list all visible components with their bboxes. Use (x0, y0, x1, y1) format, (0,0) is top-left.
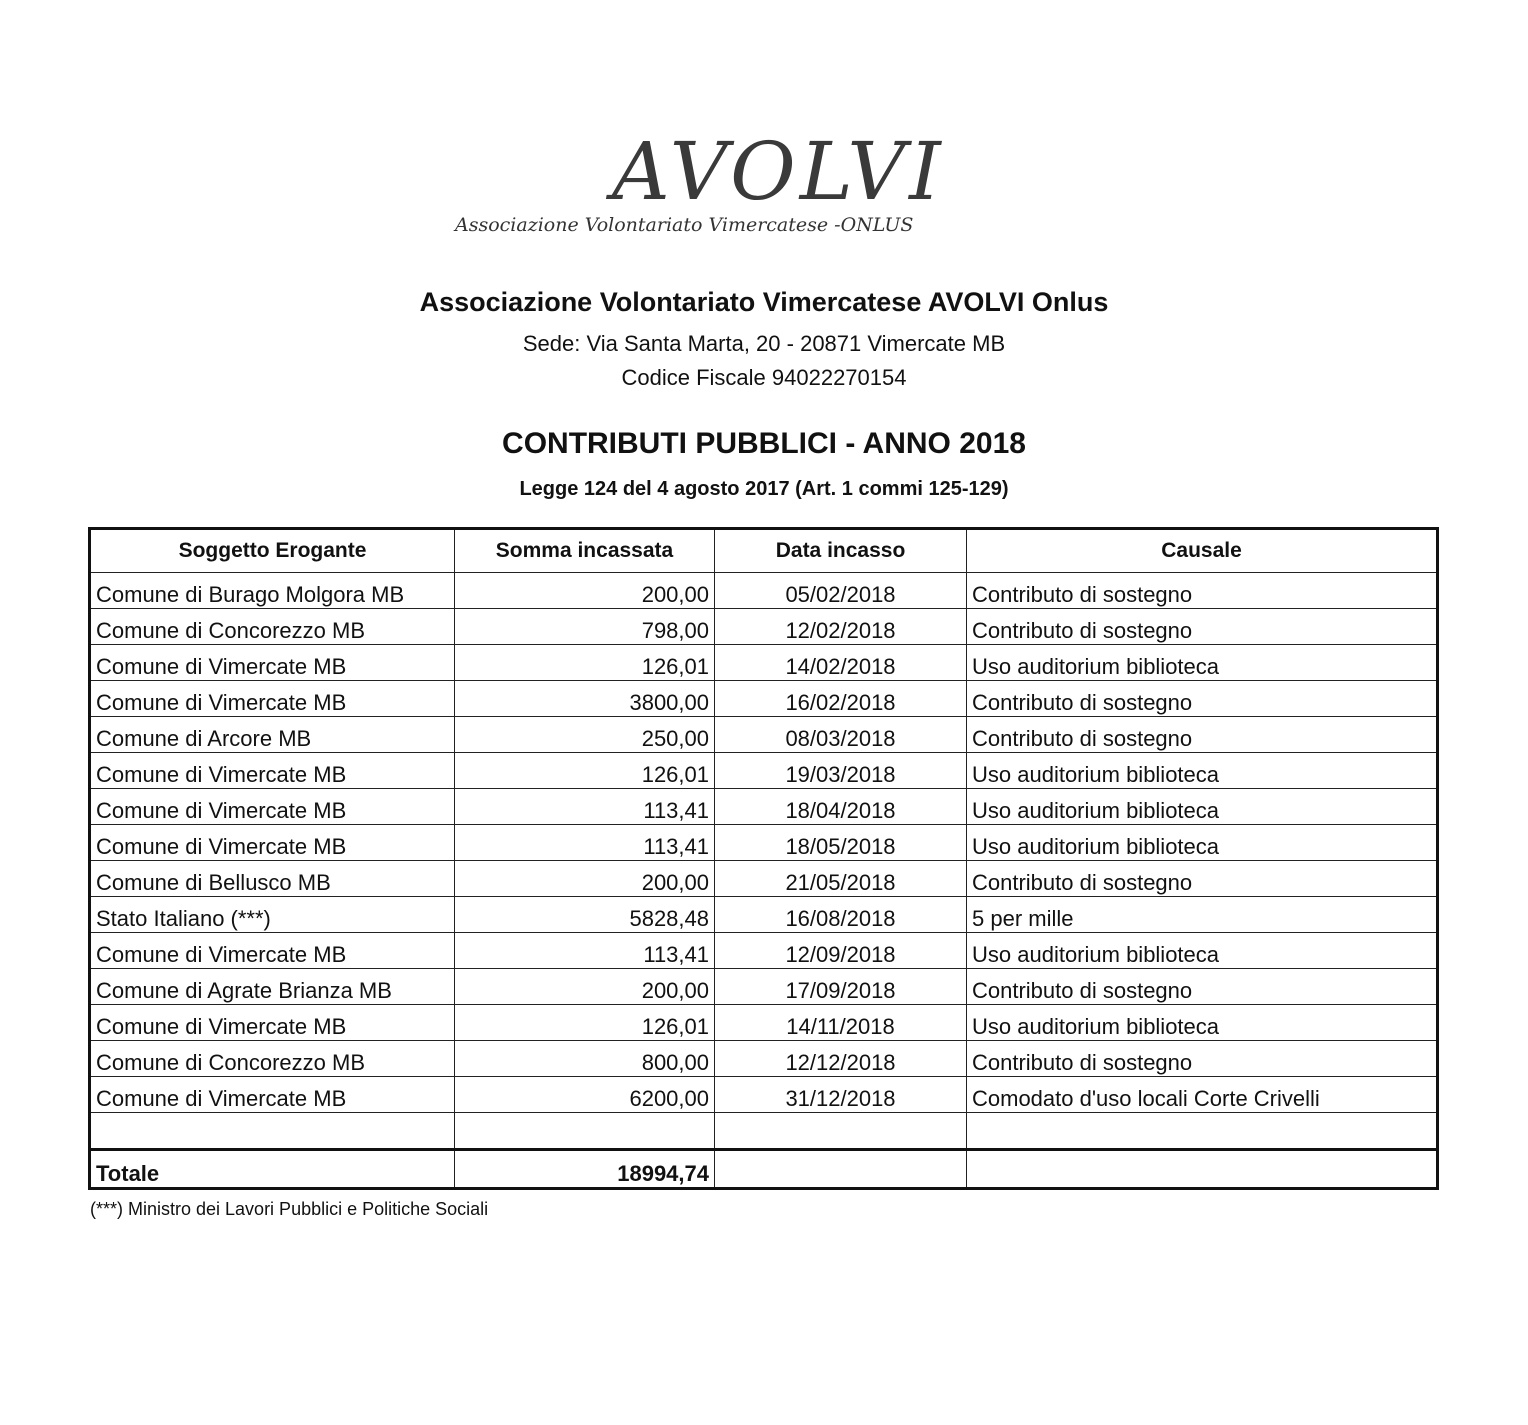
cell-date: 12/02/2018 (715, 609, 967, 645)
cell-amount: 6200,00 (455, 1077, 715, 1113)
table-row (90, 861, 1438, 897)
cell-amount: 113,41 (455, 789, 715, 825)
cell-reason: Uso auditorium biblioteca (967, 933, 1438, 969)
cell-amount: 800,00 (455, 1041, 715, 1077)
cell-source: Comune di Vimercate MB (90, 825, 455, 861)
cell-amount: 200,00 (455, 573, 715, 609)
cell-date: 14/11/2018 (715, 1005, 967, 1041)
cell-amount: 126,01 (455, 753, 715, 789)
cell-date: 18/04/2018 (715, 789, 967, 825)
cell-reason: Uso auditorium biblioteca (967, 825, 1438, 861)
cell-amount: 200,00 (455, 861, 715, 897)
cell-amount: 250,00 (455, 717, 715, 753)
contributions-table (88, 527, 1439, 1190)
cell-source: Stato Italiano (***) (90, 897, 455, 933)
cell-source: Comune di Burago Molgora MB (90, 573, 455, 609)
cell-source: Comune di Bellusco MB (90, 861, 455, 897)
cell-date: 14/02/2018 (715, 645, 967, 681)
total-empty-cell (715, 1150, 967, 1189)
cell-reason: Contributo di sostegno (967, 717, 1438, 753)
cell-source: Comune di Concorezzo MB (90, 1041, 455, 1077)
law-reference: Legge 124 del 4 agosto 2017 (Art. 1 commi 125-129) (519, 478, 1009, 500)
footnote: (***) Ministro dei Lavori Pubblici e Politiche Sociali (90, 1199, 489, 1219)
table-row (90, 1005, 1438, 1041)
cell-reason: Contributo di sostegno (967, 681, 1438, 717)
table-row (90, 573, 1438, 609)
table-row (90, 1113, 1438, 1150)
cell-reason: Uso auditorium biblioteca (967, 1005, 1438, 1041)
cell-source: Comune di Vimercate MB (90, 789, 455, 825)
cell-amount: 3800,00 (455, 681, 715, 717)
column-header-amount: Somma incassata (455, 529, 715, 573)
cell-amount: 798,00 (455, 609, 715, 645)
cell-reason: Uso auditorium biblioteca (967, 789, 1438, 825)
cell-reason: Comodato d'uso locali Corte Crivelli (967, 1077, 1438, 1113)
cell-date: 18/05/2018 (715, 825, 967, 861)
cell-source: Comune di Concorezzo MB (90, 609, 455, 645)
cell-date: 17/09/2018 (715, 969, 967, 1005)
cell-date: 12/09/2018 (715, 933, 967, 969)
cell-reason: Contributo di sostegno (967, 969, 1438, 1005)
cell-reason: Contributo di sostegno (967, 609, 1438, 645)
cell-source: Comune di Agrate Brianza MB (90, 969, 455, 1005)
cell-source: Comune di Vimercate MB (90, 933, 455, 969)
logo-title: AVOLVI (612, 125, 945, 218)
total-label: Totale (90, 1150, 455, 1189)
table-row (90, 1041, 1438, 1077)
page-title: CONTRIBUTI PUBBLICI - ANNO 2018 (502, 427, 1026, 460)
logo-subtitle: Associazione Volontariato Vimercatese -ONLUS (455, 214, 914, 236)
cell-date: 16/02/2018 (715, 681, 967, 717)
cell-amount: 113,41 (455, 933, 715, 969)
cell-date: 12/12/2018 (715, 1041, 967, 1077)
cell-date: 21/05/2018 (715, 861, 967, 897)
cell-source: Comune di Vimercate MB (90, 645, 455, 681)
cell-source: Comune di Arcore MB (90, 717, 455, 753)
table-row (90, 1077, 1438, 1113)
cell-amount: 5828,48 (455, 897, 715, 933)
table-row (90, 645, 1438, 681)
cell-reason: Contributo di sostegno (967, 861, 1438, 897)
cell-date: 08/03/2018 (715, 717, 967, 753)
cell-reason: Uso auditorium biblioteca (967, 753, 1438, 789)
column-header-date: Data incasso (715, 529, 967, 573)
cell-reason: Contributo di sostegno (967, 1041, 1438, 1077)
cell-source: Comune di Vimercate MB (90, 1005, 455, 1041)
column-header-source: Soggetto Erogante (90, 529, 455, 573)
table-row (90, 681, 1438, 717)
table-row (90, 897, 1438, 933)
cell-source (90, 1113, 455, 1150)
table-row (90, 789, 1438, 825)
cell-reason (967, 1113, 1438, 1150)
cell-date (715, 1113, 967, 1150)
cell-date: 19/03/2018 (715, 753, 967, 789)
cell-amount: 200,00 (455, 969, 715, 1005)
total-row (90, 1150, 1438, 1189)
table-row (90, 933, 1438, 969)
cell-date: 16/08/2018 (715, 897, 967, 933)
address: Sede: Via Santa Marta, 20 - 20871 Vimercate MB (522, 331, 1006, 356)
fiscal-code: Codice Fiscale 94022270154 (621, 365, 907, 390)
table-header-row (90, 529, 1438, 573)
table-row (90, 753, 1438, 789)
cell-source: Comune di Vimercate MB (90, 1077, 455, 1113)
table-row (90, 969, 1438, 1005)
total-empty-cell (967, 1150, 1438, 1189)
cell-reason: 5 per mille (967, 897, 1438, 933)
table-row (90, 825, 1438, 861)
table-row (90, 717, 1438, 753)
cell-amount: 126,01 (455, 645, 715, 681)
cell-source: Comune di Vimercate MB (90, 681, 455, 717)
cell-date: 31/12/2018 (715, 1077, 967, 1113)
cell-date: 05/02/2018 (715, 573, 967, 609)
cell-amount (455, 1113, 715, 1150)
cell-amount: 126,01 (455, 1005, 715, 1041)
org-name: Associazione Volontariato Vimercatese AVOLVI Onlus (419, 287, 1109, 317)
cell-reason: Uso auditorium biblioteca (967, 645, 1438, 681)
table-row (90, 609, 1438, 645)
cell-reason: Contributo di sostegno (967, 573, 1438, 609)
total-value: 18994,74 (455, 1150, 715, 1189)
cell-amount: 113,41 (455, 825, 715, 861)
cell-source: Comune di Vimercate MB (90, 753, 455, 789)
column-header-reason: Causale (967, 529, 1438, 573)
